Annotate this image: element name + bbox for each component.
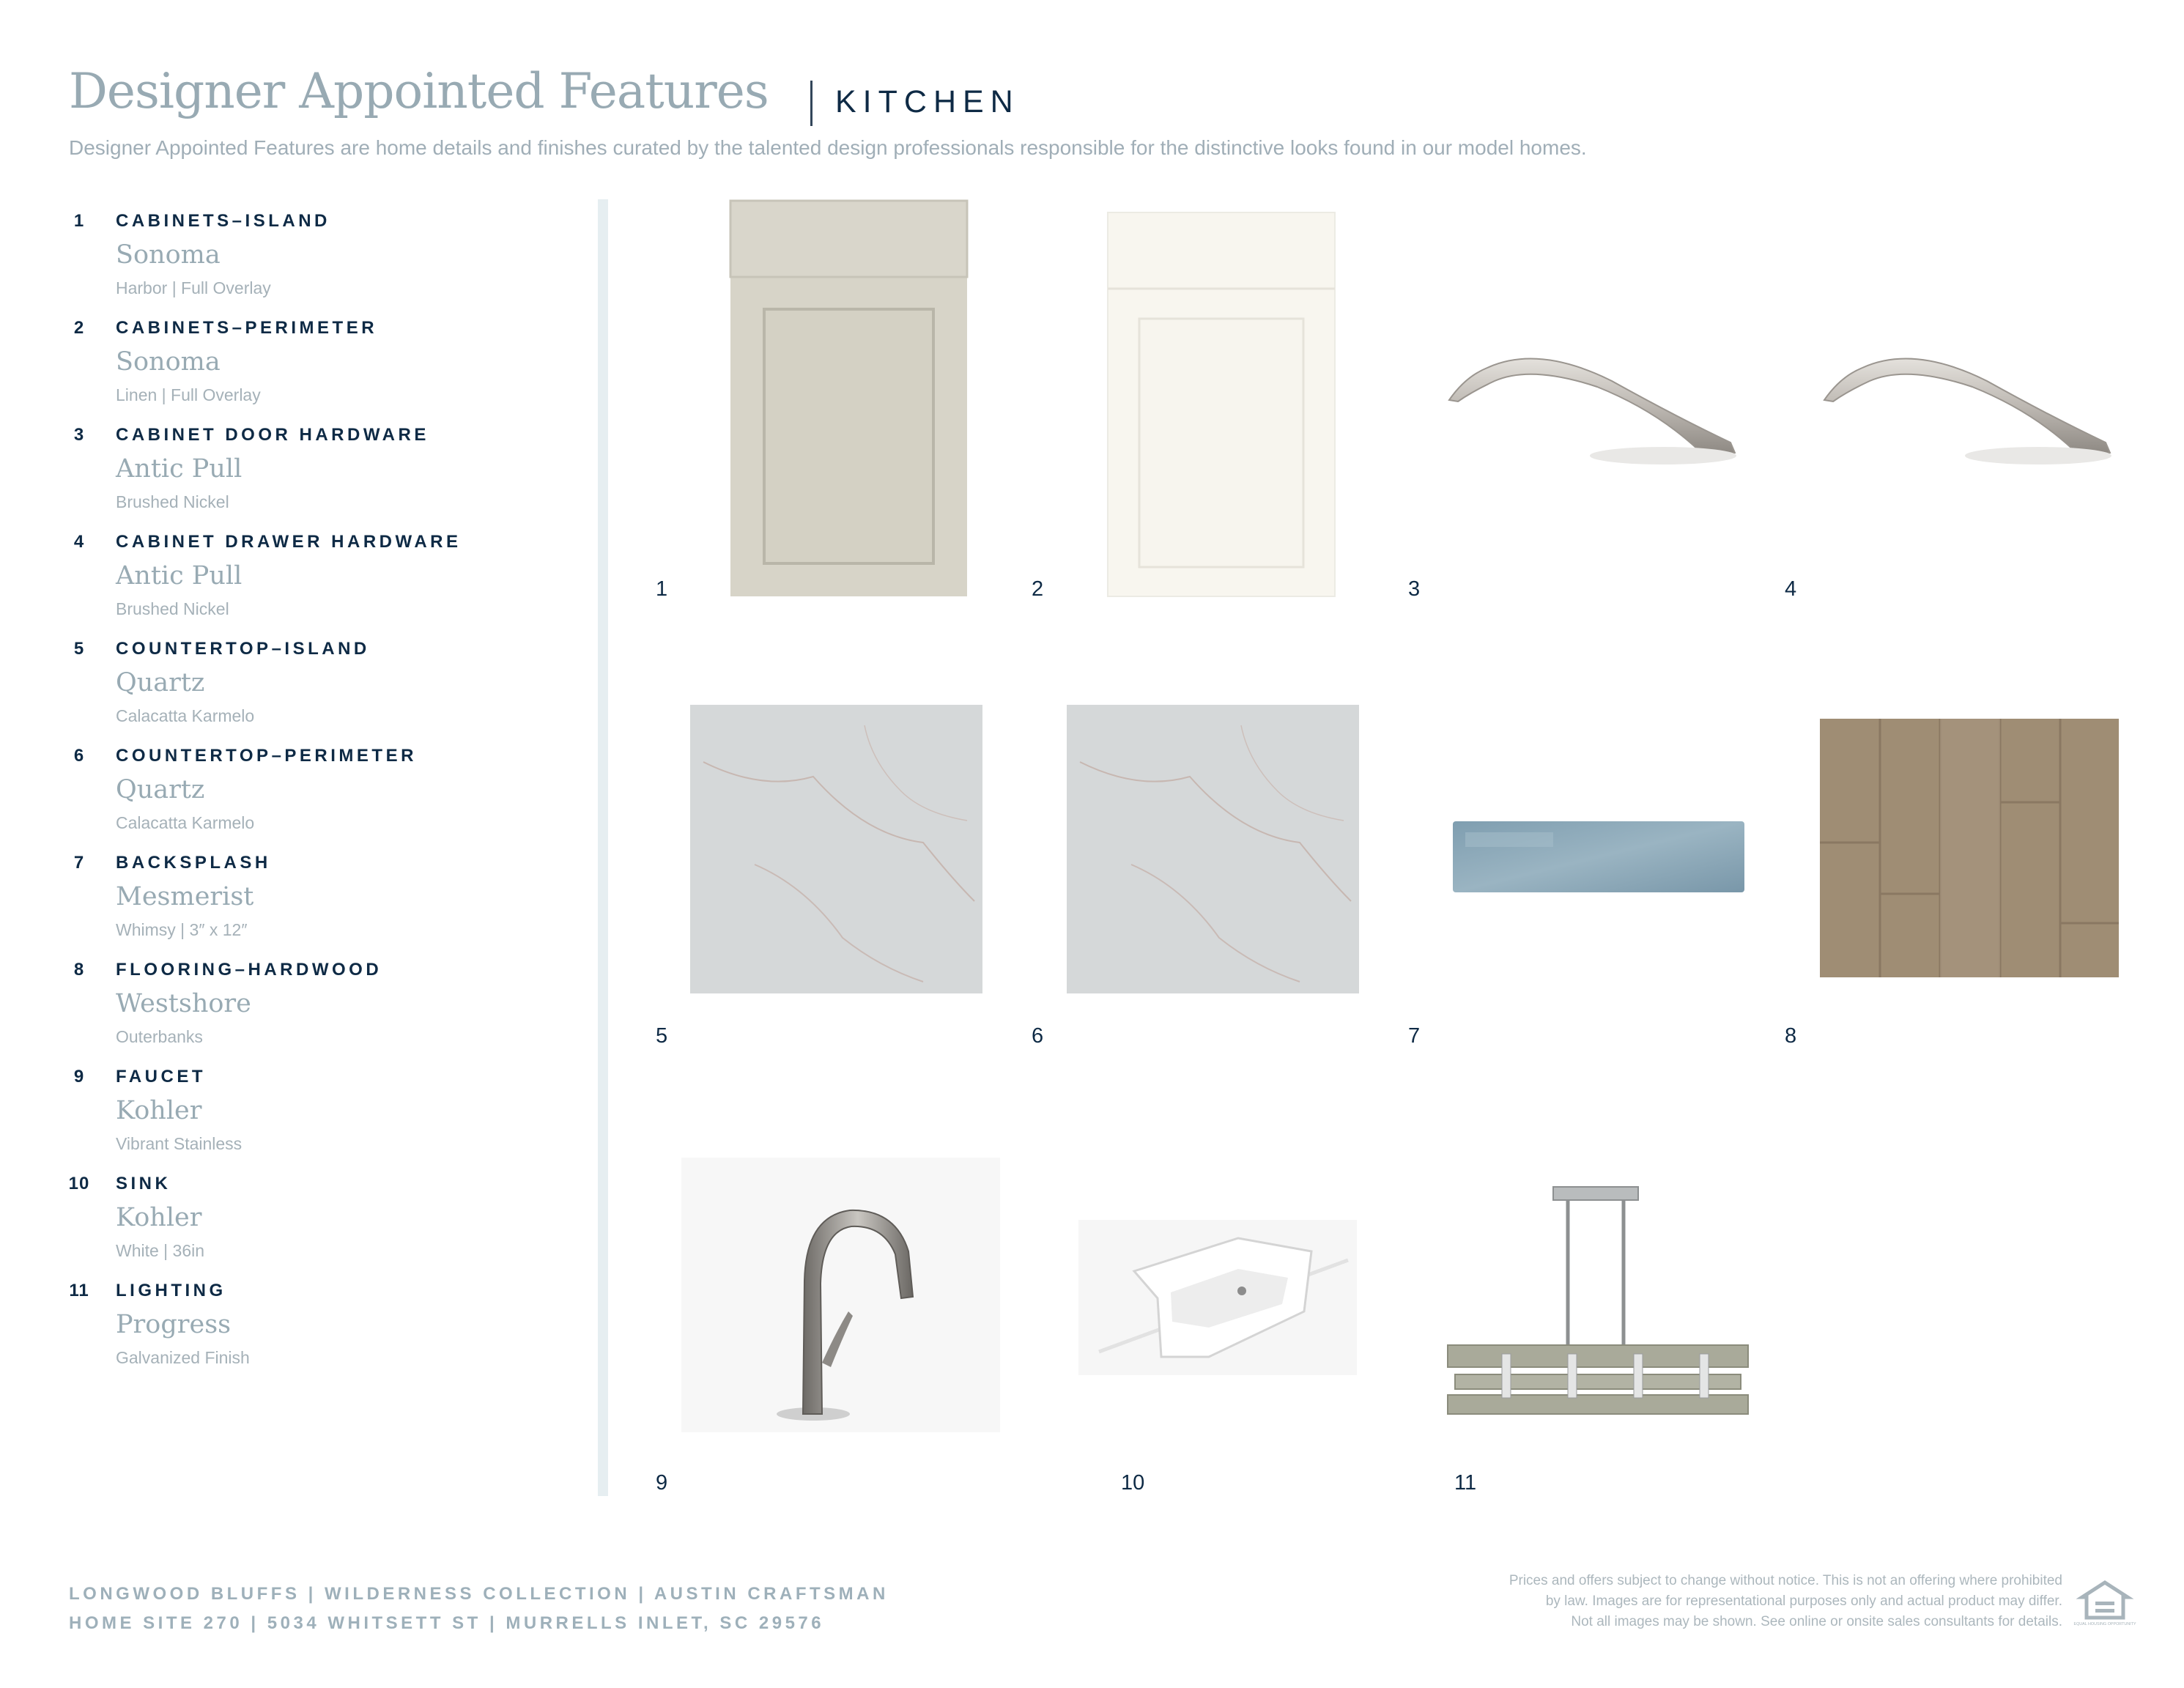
feature-category: COUNTERTOP–PERIMETER	[116, 746, 417, 766]
feature-category: CABINET DRAWER HARDWARE	[116, 532, 462, 552]
image-label: 5	[656, 1024, 668, 1048]
feature-number: 7	[73, 853, 85, 873]
feature-brand: Antic Pull	[116, 561, 243, 591]
feature-detail: Vibrant Stainless	[116, 1134, 243, 1153]
feature-number: 2	[73, 318, 85, 338]
backsplash-tile-swatch	[1453, 821, 1744, 892]
feature-category: BACKSPLASH	[116, 853, 271, 873]
feature-detail: Galvanized Finish	[116, 1348, 250, 1367]
sink-swatch	[1078, 1220, 1357, 1375]
image-label: 1	[656, 577, 668, 601]
image-label: 7	[1408, 1024, 1421, 1048]
footer-community: LONGWOOD BLUFFS | WILDERNESS COLLECTION | AUSTIN CRAFTSMAN	[69, 1584, 889, 1604]
feature-category: CABINETS–ISLAND	[116, 211, 330, 231]
image-label: 10	[1121, 1471, 1145, 1495]
feature-detail: Brushed Nickel	[116, 599, 229, 618]
feature-category: SINK	[116, 1174, 171, 1193]
feature-number: 6	[73, 746, 85, 766]
feature-category: CABINET DOOR HARDWARE	[116, 425, 429, 445]
page-subtitle: Designer Appointed Features are home details and finishes curated by the talented design professionals responsible for the distinctive looks found in our model homes.	[69, 136, 1587, 159]
hardwood-flooring-swatch	[1820, 719, 2119, 977]
feature-number: 8	[73, 960, 85, 980]
feature-number: 5	[73, 639, 85, 659]
image-label: 3	[1408, 577, 1421, 601]
feature-brand: Kohler	[116, 1096, 202, 1125]
feature-brand: Kohler	[116, 1203, 202, 1232]
image-label: 9	[656, 1471, 668, 1495]
disclaimer-line: Not all images may be shown. See online or onsite sales consultants for details.	[1571, 1614, 2062, 1629]
feature-number: 1	[73, 211, 85, 231]
countertop-island-swatch	[690, 705, 982, 993]
faucet-swatch	[681, 1158, 1000, 1432]
feature-brand: Quartz	[116, 775, 205, 804]
image-label: 11	[1454, 1471, 1477, 1495]
feature-detail: Harbor | Full Overlay	[116, 278, 271, 297]
image-label: 4	[1785, 577, 1797, 601]
logo-text: EQUAL HOUSING OPPORTUNITY	[2073, 1622, 2136, 1626]
feature-number: 10	[68, 1174, 90, 1193]
page-title: Designer Appointed Features	[69, 63, 769, 119]
disclaimer-line: by law. Images are for representational purposes only and actual product may differ.	[1545, 1593, 2062, 1609]
feature-brand: Sonoma	[116, 240, 221, 270]
disclaimer	[1344, 1571, 2062, 1632]
feature-detail: Brushed Nickel	[116, 492, 229, 511]
equal-housing-logo	[2073, 1581, 2136, 1631]
feature-category: FAUCET	[116, 1067, 206, 1087]
feature-detail: Outerbanks	[116, 1027, 203, 1046]
door-pull-swatch	[1449, 359, 1736, 464]
image-label: 6	[1032, 1024, 1044, 1048]
feature-category: LIGHTING	[116, 1281, 226, 1300]
feature-category: COUNTERTOP–ISLAND	[116, 639, 370, 659]
countertop-perimeter-swatch	[1067, 705, 1359, 993]
feature-number: 9	[73, 1067, 85, 1087]
feature-brand: Westshore	[116, 989, 251, 1018]
drawer-pull-swatch	[1824, 359, 2111, 464]
disclaimer-line: Prices and offers subject to change without notice. This is not an offering where prohibited	[1509, 1573, 2062, 1588]
feature-number: 3	[73, 425, 85, 445]
feature-brand: Antic Pull	[116, 454, 243, 484]
feature-brand: Sonoma	[116, 347, 221, 377]
feature-category: FLOORING–HARDWOOD	[116, 960, 382, 980]
cabinet-island-swatch	[730, 201, 967, 596]
image-label: 8	[1785, 1024, 1797, 1048]
feature-brand: Progress	[116, 1310, 232, 1339]
cabinet-perimeter-swatch	[1108, 212, 1335, 596]
feature-number: 11	[69, 1281, 89, 1300]
feature-detail: Calacatta Karmelo	[116, 813, 255, 832]
footer-address: HOME SITE 270 | 5034 WHITSETT ST | MURRELLS INLET, SC 29576	[69, 1613, 825, 1633]
feature-category: CABINETS–PERIMETER	[116, 318, 378, 338]
feature-detail: White | 36in	[116, 1241, 205, 1260]
lighting-swatch	[1448, 1187, 1748, 1414]
section-name: KITCHEN	[835, 84, 1020, 119]
feature-number: 4	[73, 532, 85, 552]
image-label: 2	[1032, 577, 1044, 601]
feature-detail: Linen | Full Overlay	[116, 385, 261, 404]
feature-detail: Calacatta Karmelo	[116, 706, 255, 725]
feature-brand: Mesmerist	[116, 882, 254, 911]
feature-detail: Whimsy | 3″ x 12″	[116, 920, 248, 939]
feature-brand: Quartz	[116, 668, 205, 697]
